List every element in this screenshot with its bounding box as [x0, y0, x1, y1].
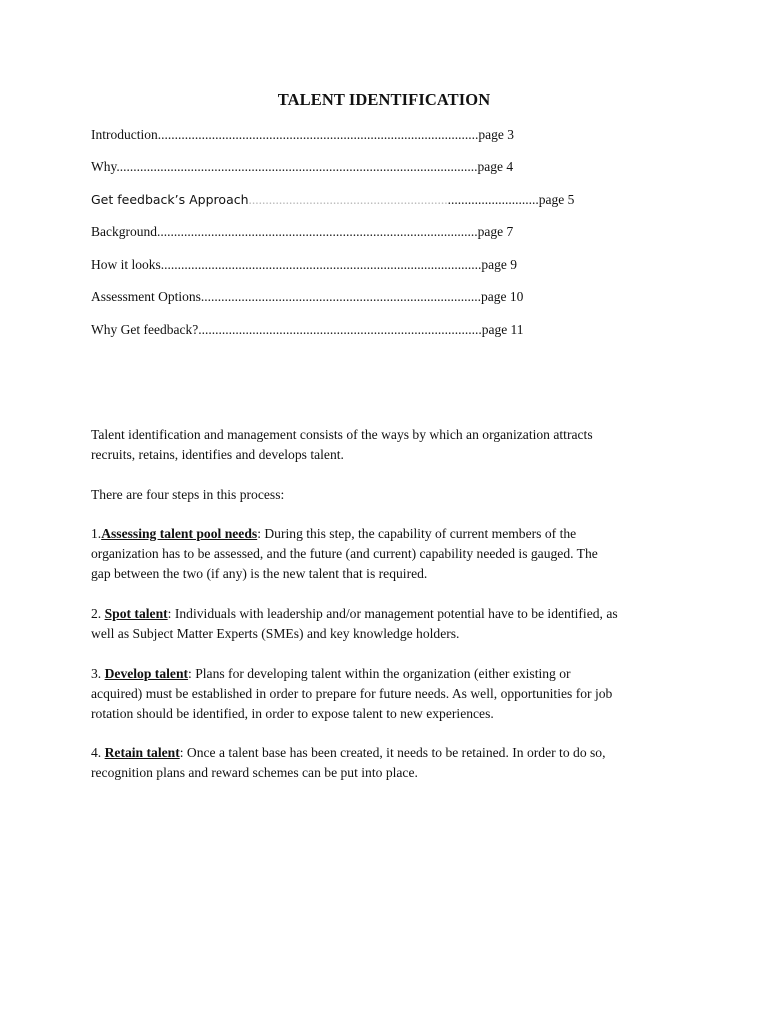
toc-label: Why [91, 159, 117, 174]
text-line: gap between the two (if any) is the new talent that is required. [91, 565, 428, 581]
toc-leader: ........................... [447, 192, 539, 207]
text-line: well as Subject Matter Experts (SMEs) and key knowledge holders. [91, 625, 460, 641]
step-text: : Once a talent base has been created, it needs to be retained. In order to do so, [179, 745, 606, 760]
text-line: rotation should be identified, in order to expose talent to new experiences. [91, 705, 494, 721]
toc-leader: .................................................................................... [198, 322, 482, 337]
toc-leader: ............................................................................................... [160, 257, 482, 272]
step-number: 2. [91, 606, 105, 621]
toc-entry-get-feedbacks-approach[interactable] [91, 191, 574, 209]
toc-leader: ........................................................................................................... [116, 159, 478, 174]
toc-entry-why[interactable] [91, 158, 513, 176]
toc-label: How it looks [91, 257, 161, 272]
toc-page: page 3 [478, 127, 514, 142]
text-line [91, 743, 691, 763]
toc-entry-introduction[interactable] [91, 126, 514, 144]
step-title: Retain talent [104, 745, 180, 760]
steps-intro: There are four steps in this process: [91, 487, 285, 502]
toc-page: page 11 [481, 322, 524, 337]
step-number: 3. [91, 666, 105, 681]
step-number: 4. [91, 745, 105, 760]
text-line: organization has to be assessed, and the future (and current) capability needed is gauged. The [91, 545, 598, 561]
toc-leader: ................................................................................... [200, 289, 482, 304]
toc-leader-light: ........................................................... [248, 192, 448, 207]
toc-label: Introduction [91, 127, 158, 142]
step-text: : Plans for developing talent within the organization (either existing or [188, 666, 571, 681]
step-title: Spot talent [104, 606, 168, 621]
step-paragraph-3 [91, 664, 691, 723]
toc-label: Why Get feedback? [91, 322, 199, 337]
toc-entry-how-it-looks[interactable] [91, 256, 517, 274]
step-number: 1. [91, 526, 102, 541]
step-paragraph-4 [91, 743, 691, 783]
step-title: Assessing talent pool needs [101, 526, 258, 541]
toc-leader: ............................................................................................... [156, 224, 478, 239]
toc-page: page 10 [481, 289, 524, 304]
text-line: recognition plans and reward schemes can be put into place. [91, 764, 418, 780]
document-title: TALENT IDENTIFICATION [277, 90, 491, 109]
toc-page: page 5 [538, 192, 575, 207]
toc-page: page 4 [477, 159, 514, 174]
toc-label: Assessment Options [91, 289, 201, 304]
toc-entry-background[interactable] [91, 223, 513, 241]
step-paragraph-1 [91, 524, 691, 583]
toc-label: Get feedback’s Approach [91, 192, 249, 207]
text-line [91, 664, 691, 684]
intro-paragraph [91, 425, 691, 465]
text-line [91, 524, 691, 544]
text-line: recruits, retains, identifies and develops talent. [91, 446, 344, 462]
step-text: : Individuals with leadership and/or management potential have to be identified, as [167, 606, 618, 621]
toc-page: page 7 [477, 224, 514, 239]
step-text: : During this step, the capability of current members of the [257, 526, 577, 541]
toc-entry-why-get-feedback[interactable] [91, 321, 524, 339]
text-line: acquired) must be established in order to prepare for future needs. As well, opportunities for job [91, 685, 613, 701]
toc-entry-assessment-options[interactable] [91, 288, 523, 306]
text-line [91, 604, 691, 624]
step-title: Develop talent [104, 666, 189, 681]
toc-label: Background [91, 224, 157, 239]
toc-page: page 9 [481, 257, 517, 272]
step-paragraph-2 [91, 604, 691, 644]
text-line: Talent identification and management consists of the ways by which an organization attracts [91, 427, 593, 442]
toc-leader: ............................................................................................... [157, 127, 479, 142]
